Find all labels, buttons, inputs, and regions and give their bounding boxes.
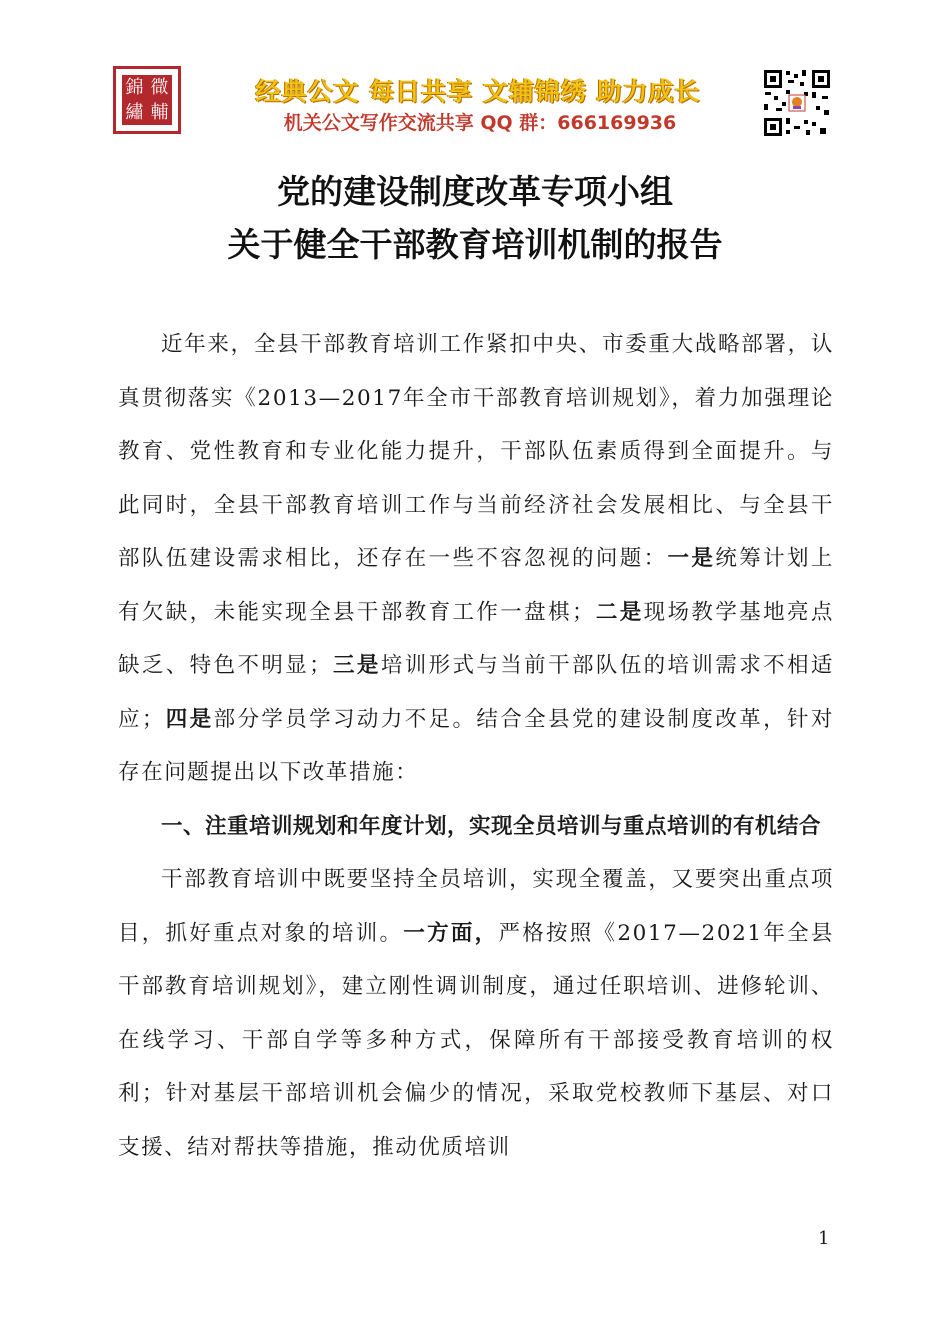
paragraph-text: 现场教学基地亮点缺乏、特色不明显； [118, 599, 834, 678]
seal-char: 繡 [125, 102, 144, 123]
emphasis-text: 四是 [165, 706, 214, 732]
paragraph-text: 培训形式与当前干部队伍的培训需求不相适应； [118, 653, 834, 732]
header-slogan: 经典公文 每日共享 文辅锦绣 助力成长 [255, 77, 701, 106]
page-number: 1 [818, 1228, 830, 1249]
paragraph-text: 严格按照《2017—2021年全县干部教育培训规划》，建立刚性调训制度，通过任职培训、进修轮训、在线学习、干部自学等多种方式，保障所有干部接受教育培训的权利；针对基层干部培训机会偏少的情况，采取党校教师下基层、对口支援、结对帮扶等措施，推动优质培训 [118, 920, 834, 1160]
document-title-line1: 党的建设制度改革专项小组 [277, 172, 673, 211]
paragraph-text: 干部教育培训中既要坚持全员培训，实现全覆盖，又要突出重点项目，抓好重点对象的培训。 [118, 867, 834, 946]
emphasis-text: 一方面， [403, 920, 499, 946]
seal-logo [113, 66, 181, 134]
document-header [0, 0, 950, 150]
paragraph-section1 [118, 853, 834, 1174]
paragraph-text: 近年来，全县干部教育培训工作紧扣中央、市委重大战略部署，认真贯彻落实《2013—2017年全市干部教育培训规划》，着力加强理论教育、党性教育和专业化能力提升，干部队伍素质得到全面提升。与此同时，全县干部教育培训工作与当前经济社会发展相比、与全县干部队伍建设需求相比，还存在一些不容忽视的问题： [118, 332, 834, 571]
paragraph-intro [118, 318, 834, 800]
header-qq-group: 机关公文写作交流共享 QQ 群：666169936 [283, 112, 677, 134]
emphasis-text: 三是 [332, 653, 381, 678]
emphasis-text: 二是 [595, 599, 644, 625]
seal-char: 㣲 [150, 77, 169, 98]
qr-code-icon [762, 68, 832, 138]
seal-char: 錦 [125, 77, 144, 98]
paragraph-text: 部分学员学习动力不足。结合全县党的建设制度改革，针对存在问题提出以下改革措施： [118, 706, 834, 785]
emphasis-text: 一是 [667, 546, 716, 571]
seal-char: 輔 [150, 102, 169, 123]
paragraph-text: 统筹计划上有欠缺，未能实现全县干部教育工作一盘棋； [118, 546, 834, 625]
document-body [118, 318, 834, 1174]
section-heading: 一、注重培训规划和年度计划，实现全员培训与重点培训的有机结合 [161, 813, 822, 839]
document-title-line2: 关于健全干部教育培训机制的报告 [227, 225, 723, 264]
